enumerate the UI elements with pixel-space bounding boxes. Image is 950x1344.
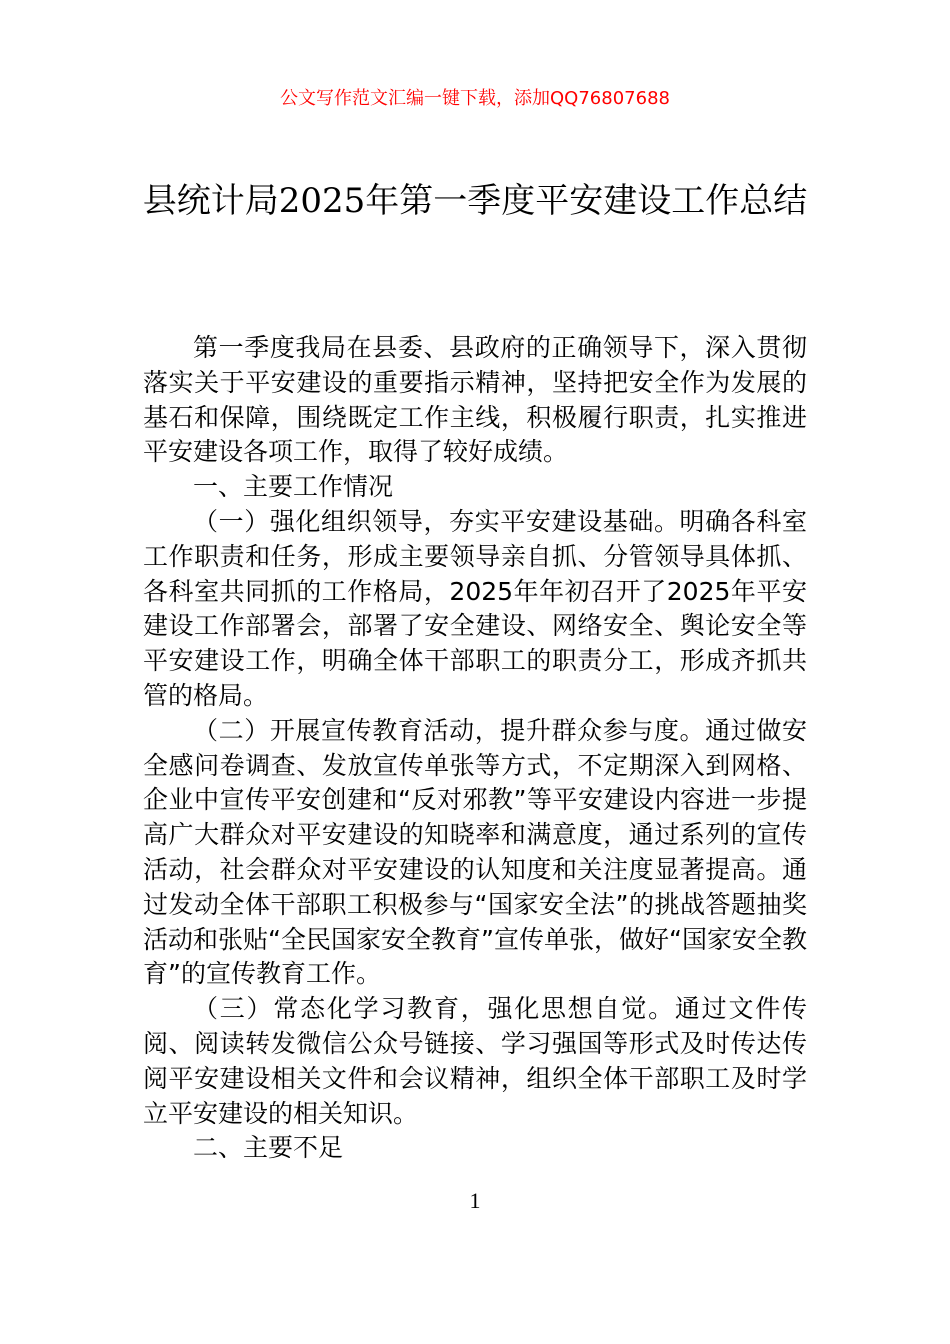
document-body (143, 331, 807, 1166)
intro-paragraph: 第一季度我局在县委、县政府的正确领导下，深入贯彻落实关于平安建设的重要指示精神，坚持把安全作为发展的基石和保障，围绕既定工作主线，积极履行职责，扎实推进平安建设各项工作，取得了较好成绩。 (143, 333, 807, 467)
paragraph-organization: （一）强化组织领导，夯实平安建设基础。明确各科室工作职责和任务，形成主要领导亲自抓、分管领导具体抓、各科室共同抓的工作格局，2025年年初召开了2025年平安建设工作部署会，部署了安全建设、网络安全、舆论安全等平安建设工作，明确全体干部职工的职责分工，形成齐抓共管的格局。 (143, 506, 807, 710)
section-heading-main-work: 一、主要工作情况 (193, 472, 394, 502)
paragraph-publicity: （二）开展宣传教育活动，提升群众参与度。通过做安全感问卷调查、发放宣传单张等方式，不定期深入到网格、企业中宣传平安创建和“反对邪教”等平安建设内容进一步提高广大群众对平安建设的知晓率和满意度，通过系列的宣传活动，社会群众对平安建设的认知度和关注度显著提高。通过发动全体干部职工积极参与“国家安全法”的挑战答题抽奖活动和张贴“全民国家安全教育”宣传单张，做好“国家安全教育”的宣传教育工作。 (143, 715, 807, 989)
paragraph-study: （三）常态化学习教育，强化思想自觉。通过文件传阅、阅读转发微信公众号链接、学习强国等形式及时传达传阅平安建设相关文件和会议精神，组织全体干部职工及时学立平安建设的相关知识。 (143, 994, 807, 1128)
document-title: 县统计局2025年第一季度平安建设工作总结 (142, 181, 808, 221)
download-notice: 公文写作范文汇编一键下载，添加QQ76807688 (280, 88, 670, 109)
section-heading-shortcomings: 二、主要不足 (193, 1133, 344, 1163)
page-number: 1 (469, 1188, 481, 1213)
